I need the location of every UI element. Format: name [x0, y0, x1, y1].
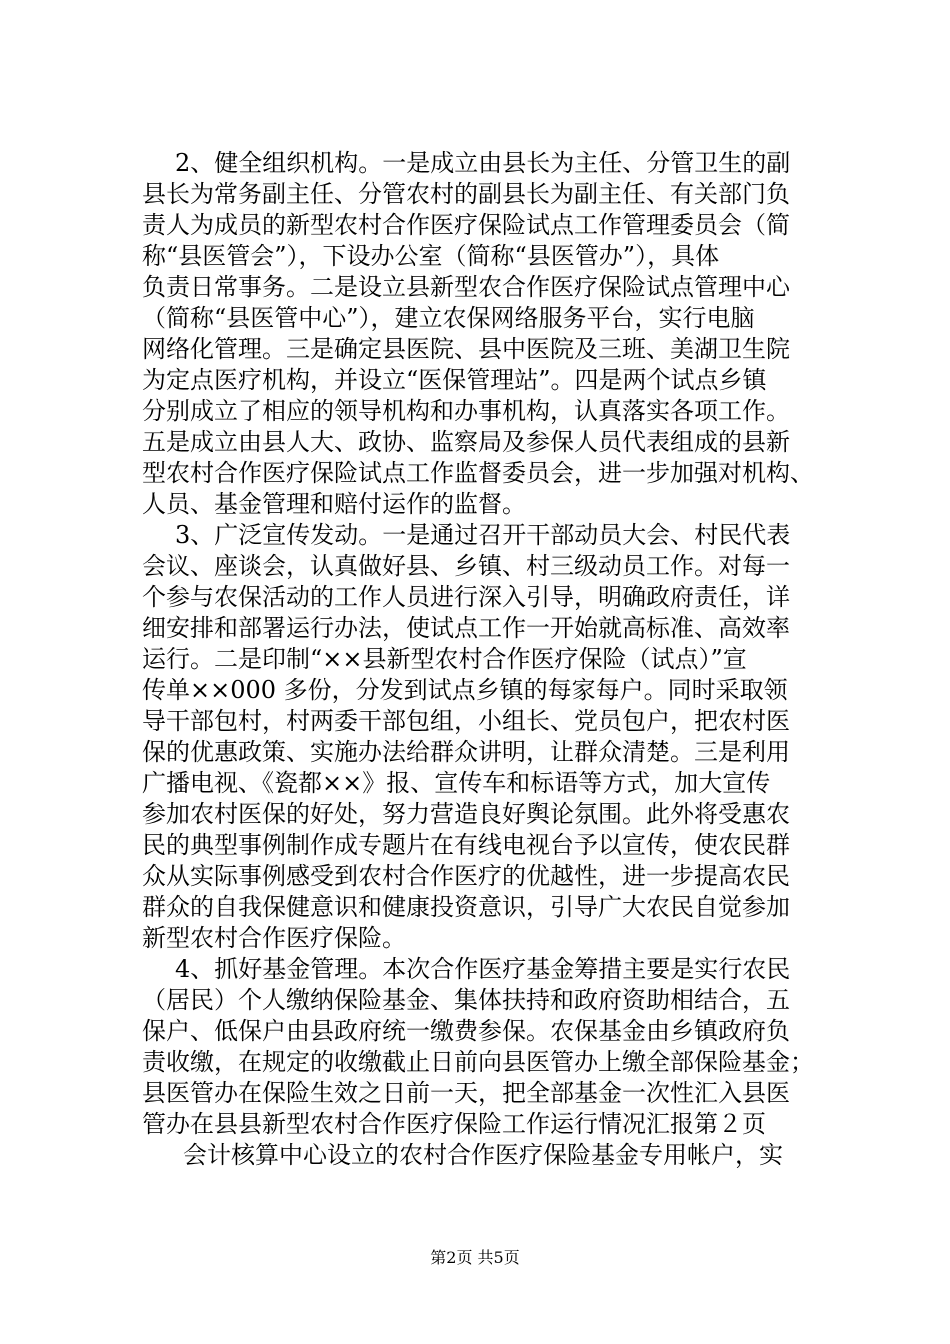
text-line: 传单××000 多份，分发到试点乡镇的每家每户。同时采取领 — [142, 676, 788, 704]
text-line: 2、健全组织机构。一是成立由县长为主任、分管卫生的副 — [175, 149, 791, 177]
text-line: 县医管办在保险生效之日前一天，把全部基金一次性汇入县医 — [142, 1079, 790, 1107]
text-line: 群众的自我保健意识和健康投资意识，引导广大农民自觉参加 — [142, 893, 790, 921]
text-line: 众从实际事例感受到农村合作医疗的优越性，进一步提高农民 — [142, 862, 790, 890]
text-line: 广播电视、《瓷都××》报、宣传车和标语等方式，加大宣传 — [142, 769, 771, 797]
text-line: 责人为成员的新型农村合作医疗保险试点工作管理委员会（简 — [142, 211, 790, 239]
text-line: 新型农村合作医疗保险。 — [142, 924, 406, 952]
text-line: 保户、低保户由县政府统一缴费参保。农保基金由乡镇政府负 — [142, 1017, 790, 1045]
text-line: 负责日常事务。二是设立县新型农合作医疗保险试点管理中心 — [142, 273, 790, 301]
text-line: 分别成立了相应的领导机构和办事机构，认真落实各项工作。 — [142, 397, 790, 425]
text-line: 细安排和部署运行办法，使试点工作一开始就高标准、高效率 — [142, 614, 790, 642]
page-footer: 第2页 共5页 — [430, 1248, 520, 1267]
text-line: 3、广泛宣传发动。一是通过召开干部动员大会、村民代表 — [175, 521, 791, 549]
text-line: （简称“县医管中心”），建立农保网络服务平台，实行电脑 — [142, 304, 755, 332]
text-line: 五是成立由县人大、政协、监察局及参保人员代表组成的县新 — [142, 428, 790, 456]
text-line: 参加农村医保的好处，努力营造良好舆论氛围。此外将受惠农 — [142, 800, 790, 828]
text-line: 保的优惠政策、实施办法给群众讲明，让群众清楚。三是利用 — [142, 738, 790, 766]
text-line: 个参与农保活动的工作人员进行深入引导，明确政府责任，详 — [142, 583, 790, 611]
text-line: 型农村合作医疗保险试点工作监督委员会，进一步加强对机构、 — [142, 459, 814, 487]
text-line: 称“县医管会”），下设办公室（简称“县医管办”），具体 — [142, 242, 720, 270]
text-line: 4、抓好基金管理。本次合作医疗基金筹措主要是实行农民 — [175, 955, 791, 983]
text-line: （居民）个人缴纳保险基金、集体扶持和政府资助相结合，五 — [142, 986, 790, 1014]
text-line: 网络化管理。三是确定县医院、县中医院及三班、美湖卫生院 — [142, 335, 790, 363]
text-line: 会计核算中心设立的农村合作医疗保险基金专用帐户，实 — [183, 1141, 783, 1169]
text-line: 会议、座谈会，认真做好县、乡镇、村三级动员工作。对每一 — [142, 552, 790, 580]
text-line: 管办在县县新型农村合作医疗保险工作运行情况汇报第２页 — [142, 1110, 766, 1138]
text-line: 为定点医疗机构，并设立“医保管理站”。四是两个试点乡镇 — [142, 366, 767, 394]
text-line: 民的典型事例制作成专题片在有线电视台予以宣传，使农民群 — [142, 831, 790, 859]
text-line: 运行。二是印制“××县新型农村合作医疗保险（试点）”宣 — [142, 645, 747, 673]
text-line: 人员、基金管理和赔付运作的监督。 — [142, 490, 526, 518]
text-line: 导干部包村，村两委干部包组，小组长、党员包户，把农村医 — [142, 707, 790, 735]
text-line: 县长为常务副主任、分管农村的副县长为副主任、有关部门负 — [142, 180, 790, 208]
text-line: 责收缴，在规定的收缴截止日前向县医管办上缴全部保险基金； — [142, 1048, 814, 1076]
